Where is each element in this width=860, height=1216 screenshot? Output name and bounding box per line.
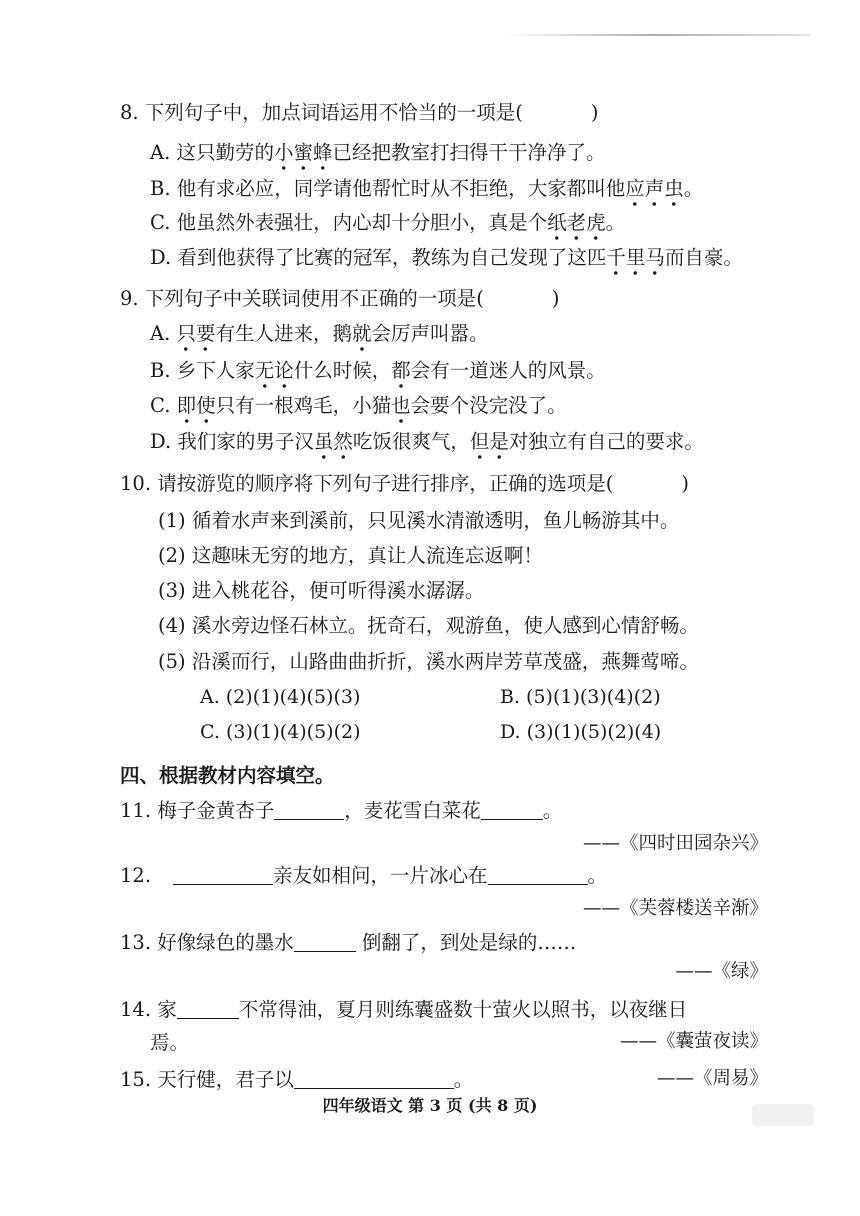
question-10-item: (1) 循着水声来到溪前，只见溪水清澈透明，鱼儿畅游其中。 [158,509,680,532]
scan-artifact-line [500,34,810,36]
question-8-option-c: C. 他虽然外表强壮，内心却十分胆小，真是个纸老虎。 [150,210,625,236]
question-12: 12. 亲友如相问，一片冰心在 。 [120,864,608,887]
question-14: 14. 家 不常得油，夏月则练囊盛数十萤火以照书，以夜继日 [120,998,688,1021]
answer-blank[interactable] [488,864,588,885]
scan-smudge [752,1104,814,1126]
dotted-word: 应声虫 [625,177,684,207]
question-9-option-d: D. 我们家的男子汉虽然吃饭很爽气，但是对独立有自己的要求。 [150,429,704,455]
answer-blank[interactable] [274,799,344,820]
question-10-item: (3) 进入桃花谷，便可听得溪水潺潺。 [158,579,485,602]
dotted-word: 千里马 [606,246,665,276]
source-citation: ——《绿》 [675,961,768,982]
source-citation: ——《四时田园杂兴》 [582,833,768,854]
question-10-option-c: C. (3)(1)(4)(5)(2) [200,721,361,743]
question-13: 13. 好像绿色的墨水 倒翻了，到处是绿的…… [120,931,577,954]
answer-blank[interactable] [294,1068,454,1089]
source-citation: ——《芙蓉楼送辛渐》 [582,898,768,919]
question-10-stem: 10. 请按游览的顺序将下列句子进行排序，正确的选项是( ) [120,472,689,495]
question-8-option-a: A. 这只勤劳的小蜜蜂已经把教室打扫得干干净净了。 [150,140,606,166]
question-11: 11. 梅子金黄杏子 ，麦花雪白菜花 。 [120,799,563,822]
answer-blank[interactable] [481,799,543,820]
question-10-item: (4) 溪水旁边怪石林立。抚奇石，观游鱼，使人感到心情舒畅。 [158,614,699,637]
answer-blank[interactable] [294,931,356,952]
question-10-option-a: A. (2)(1)(4)(5)(3) [200,686,361,708]
question-10-item: (5) 沿溪而行，山路曲曲折折，溪水两岸芳草茂盛，燕舞莺啼。 [158,650,699,673]
question-10-option-b: B. (5)(1)(3)(4)(2) [500,686,661,708]
dotted-word: 小蜜蜂 [274,141,333,171]
source-citation: ——《周易》 [656,1068,768,1089]
answer-blank[interactable] [173,864,273,885]
question-15: 15. 天行健，君子以 。 [120,1068,474,1091]
question-9-stem: 9. 下列句子中关联词使用不正确的一项是( ) [120,287,560,310]
question-10-option-d: D. (3)(1)(5)(2)(4) [500,721,662,743]
page-footer: 四年级语文 第 3 页 (共 8 页) [322,1096,538,1115]
question-14-continuation: 焉。 [150,1031,190,1054]
question-10-item: (2) 这趣味无穷的地方，真让人流连忘返啊！ [158,544,543,567]
section-heading: 四、根据教材内容填空。 [120,764,335,787]
answer-blank[interactable] [177,998,239,1019]
dotted-word: 纸老虎 [547,211,606,241]
question-8-option-b: B. 他有求必应，同学请他帮忙时从不拒绝，大家都叫他应声虫。 [150,176,703,202]
question-9-option-b: B. 乡下人家无论什么时候，都会有一道迷人的风景。 [150,358,606,384]
question-8-stem: 8. 下列句子中，加点词语运用不恰当的一项是( ) [120,101,599,124]
question-9-option-c: C. 即使只有一根鸡毛，小猫也会要个没完没了。 [150,393,567,419]
question-9-option-a: A. 只要有生人进来，鹅就会厉声叫嚣。 [150,321,489,347]
question-8-option-d: D. 看到他获得了比赛的冠军，教练为自己发现了这匹千里马而自豪。 [150,245,743,271]
source-citation: ——《囊萤夜读》 [619,1031,768,1052]
